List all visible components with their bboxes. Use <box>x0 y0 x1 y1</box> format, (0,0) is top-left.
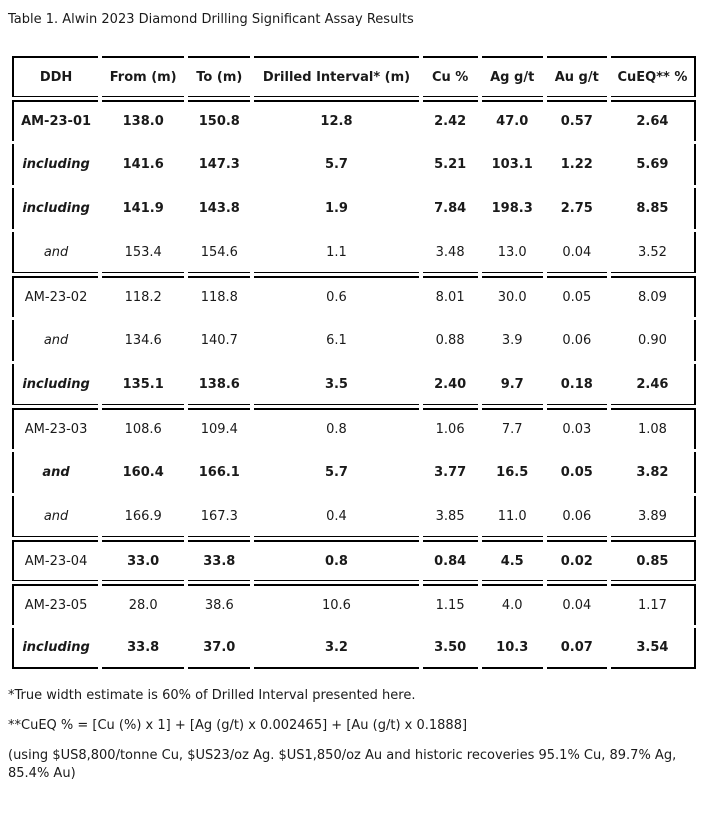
row-label-cell: AM-23-01 <box>12 100 98 141</box>
value-cell: 3.2 <box>254 628 418 669</box>
row-label-cell: AM-23-05 <box>12 584 98 625</box>
value-cell: 0.05 <box>560 465 593 480</box>
table-row <box>12 628 696 669</box>
header-row <box>12 56 696 97</box>
value-cell: 4.0 <box>482 584 543 625</box>
value-cell: 16.5 <box>496 465 529 480</box>
value-cell: 0.06 <box>547 496 607 537</box>
table-row <box>12 232 696 273</box>
value-cell: 135.1 <box>102 364 184 405</box>
value-cell: 147.3 <box>198 157 240 172</box>
assay-results-table <box>8 53 700 672</box>
value-cell: 6.1 <box>326 333 347 348</box>
value-cell: 2.42 <box>423 100 478 141</box>
value-cell: 8.01 <box>423 276 478 317</box>
column-header: Au g/t <box>547 56 607 97</box>
value-cell: 109.4 <box>188 408 250 449</box>
value-cell: 3.77 <box>434 465 467 480</box>
table-row <box>12 188 696 229</box>
value-cell: 3.5 <box>254 364 418 405</box>
value-cell: 150.8 <box>188 100 250 141</box>
value-cell: 166.9 <box>102 496 184 537</box>
value-cell: 37.0 <box>188 628 250 669</box>
value-cell: 1.06 <box>423 408 478 449</box>
table-row <box>12 584 696 625</box>
table-row <box>12 452 696 493</box>
value-cell: 138.6 <box>188 364 250 405</box>
column-header: Drilled Interval* (m) <box>254 56 418 97</box>
footnote-price-assumptions: (using $US8,800/tonne Cu, $US23/oz Ag. $US1,850/oz Au and historic recoveries 95.1% Cu, 89.7% Ag, 85.4% Au) <box>8 748 677 781</box>
column-header: Ag g/t <box>482 56 543 97</box>
value-cell: 2.64 <box>611 100 696 141</box>
table-row <box>12 496 696 537</box>
value-cell: 103.1 <box>491 157 533 172</box>
value-cell: 3.9 <box>501 333 523 348</box>
value-cell: 154.6 <box>188 232 250 273</box>
value-cell: 0.6 <box>254 276 418 317</box>
table-caption: Table 1. Alwin 2023 Diamond Drilling Significant Assay Results <box>8 12 414 27</box>
value-cell: 140.7 <box>200 333 238 348</box>
row-label-cell: AM-23-04 <box>12 540 98 581</box>
value-cell: 3.89 <box>611 496 696 537</box>
column-header: CuEQ** % <box>611 56 696 97</box>
value-cell: 1.15 <box>423 584 478 625</box>
value-cell: 3.82 <box>611 452 696 493</box>
row-label-cell: and <box>12 232 98 273</box>
value-cell: 10.3 <box>482 628 543 669</box>
value-cell: 0.02 <box>547 540 607 581</box>
table-row <box>12 144 696 185</box>
table-row <box>12 408 696 449</box>
table-row <box>12 276 696 317</box>
value-cell: 30.0 <box>482 276 543 317</box>
value-cell: 1.22 <box>560 157 593 172</box>
value-cell: 8.85 <box>611 188 696 229</box>
value-cell: 0.8 <box>254 408 418 449</box>
value-cell: 13.0 <box>482 232 543 273</box>
value-cell: 0.06 <box>562 333 592 348</box>
row-label-cell: and <box>12 452 98 493</box>
value-cell: 4.5 <box>482 540 543 581</box>
value-cell: 0.4 <box>254 496 418 537</box>
value-cell: 0.90 <box>611 320 696 361</box>
row-label-cell: AM-23-03 <box>12 408 98 449</box>
value-cell: 5.21 <box>434 157 467 172</box>
value-cell: 3.50 <box>423 628 478 669</box>
value-cell: 0.04 <box>547 232 607 273</box>
value-cell: 141.9 <box>122 201 164 216</box>
value-cell: 166.1 <box>198 465 240 480</box>
row-label-cell: AM-23-02 <box>12 276 98 317</box>
value-cell: 118.2 <box>102 276 184 317</box>
row-label-cell: including <box>12 188 98 229</box>
value-cell: 10.6 <box>254 584 418 625</box>
value-cell: 3.54 <box>611 628 696 669</box>
value-cell: 8.09 <box>611 276 696 317</box>
value-cell: 33.0 <box>102 540 184 581</box>
value-cell: 0.85 <box>611 540 696 581</box>
row-label-cell: including <box>12 628 98 669</box>
value-cell: 0.03 <box>547 408 607 449</box>
value-cell: 2.46 <box>611 364 696 405</box>
value-cell: 108.6 <box>102 408 184 449</box>
value-cell: 134.6 <box>124 333 162 348</box>
value-cell: 3.85 <box>423 496 478 537</box>
value-cell: 160.4 <box>122 465 164 480</box>
value-cell: 2.75 <box>560 201 593 216</box>
value-cell: 28.0 <box>102 584 184 625</box>
value-cell: 118.8 <box>188 276 250 317</box>
value-cell: 0.05 <box>547 276 607 317</box>
row-label-cell: including <box>12 144 98 185</box>
value-cell: 5.7 <box>324 157 348 172</box>
value-cell: 33.8 <box>102 628 184 669</box>
value-cell: 7.84 <box>434 201 467 216</box>
value-cell: 0.88 <box>435 333 465 348</box>
value-cell: 7.7 <box>482 408 543 449</box>
value-cell: 9.7 <box>482 364 543 405</box>
table-row <box>12 364 696 405</box>
row-label-cell: and <box>12 320 98 361</box>
footnotes <box>8 687 709 783</box>
footnote-true-width: *True width estimate is 60% of Drilled Interval presented here. <box>8 688 416 703</box>
value-cell: 1.08 <box>611 408 696 449</box>
value-cell: 153.4 <box>102 232 184 273</box>
value-cell: 138.0 <box>102 100 184 141</box>
table-row <box>12 100 696 141</box>
value-cell: 198.3 <box>491 201 533 216</box>
column-header: From (m) <box>102 56 184 97</box>
table-row <box>12 320 696 361</box>
footnote-cueq-formula: **CuEQ % = [Cu (%) x 1] + [Ag (g/t) x 0.002465] + [Au (g/t) x 0.1888] <box>8 718 468 733</box>
value-cell: 12.8 <box>254 100 418 141</box>
table-row <box>12 540 696 581</box>
value-cell: 141.6 <box>122 157 164 172</box>
value-cell: 1.17 <box>611 584 696 625</box>
value-cell: 0.04 <box>547 584 607 625</box>
value-cell: 11.0 <box>482 496 543 537</box>
value-cell: 0.57 <box>547 100 607 141</box>
value-cell: 167.3 <box>188 496 250 537</box>
row-label-cell: and <box>12 496 98 537</box>
value-cell: 47.0 <box>482 100 543 141</box>
value-cell: 1.1 <box>254 232 418 273</box>
value-cell: 1.9 <box>324 201 348 216</box>
column-header: To (m) <box>188 56 250 97</box>
value-cell: 5.69 <box>611 144 696 185</box>
value-cell: 0.07 <box>547 628 607 669</box>
value-cell: 3.48 <box>423 232 478 273</box>
value-cell: 2.40 <box>423 364 478 405</box>
value-cell: 0.84 <box>423 540 478 581</box>
value-cell: 33.8 <box>188 540 250 581</box>
column-header: DDH <box>12 56 98 97</box>
value-cell: 0.18 <box>547 364 607 405</box>
column-header: Cu % <box>423 56 478 97</box>
value-cell: 143.8 <box>198 201 240 216</box>
row-label-cell: including <box>12 364 98 405</box>
value-cell: 38.6 <box>188 584 250 625</box>
value-cell: 0.8 <box>254 540 418 581</box>
value-cell: 5.7 <box>324 465 348 480</box>
value-cell: 3.52 <box>611 232 696 273</box>
